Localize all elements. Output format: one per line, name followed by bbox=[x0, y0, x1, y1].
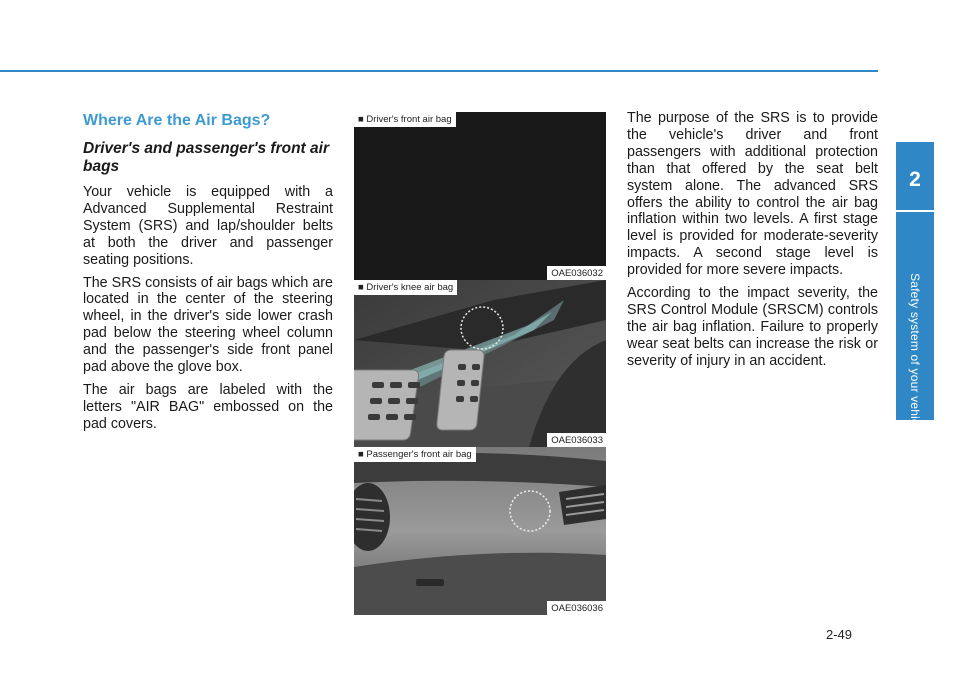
chapter-side-tab bbox=[896, 142, 934, 435]
figure-driver-knee-airbag bbox=[354, 280, 606, 447]
figure-code: OAE036036 bbox=[547, 601, 606, 615]
left-column bbox=[83, 112, 333, 439]
figure-code: OAE036032 bbox=[547, 266, 606, 280]
body-paragraph: Your vehicle is equipped with a Advanced Supplemental Restraint System (SRS) and lap/shoulder belts at both the driver and passenger seating positions. bbox=[83, 184, 333, 268]
section-heading: Where Are the Air Bags? bbox=[83, 112, 271, 129]
figure-driver-front-airbag bbox=[354, 112, 606, 280]
tab-divider bbox=[896, 210, 934, 212]
body-paragraph: According to the impact severity, the SRS Control Module (SRSCM) controls the air bag inflation. Failure to properly wear seat belts can increase the risk or severity of injury in an accident. bbox=[627, 285, 878, 369]
figure-passenger-front-airbag bbox=[354, 447, 606, 615]
pedals-photo bbox=[354, 280, 606, 447]
figure-caption: ■ Driver's front air bag bbox=[354, 112, 456, 127]
figure-code: OAE036033 bbox=[547, 433, 606, 447]
section-subheading: Driver's and passenger's front air bags bbox=[83, 140, 329, 175]
figure-caption: ■ Driver's knee air bag bbox=[354, 280, 457, 295]
figure-caption: ■ Passenger's front air bag bbox=[354, 447, 476, 462]
chapter-number: 2 bbox=[909, 168, 921, 191]
steering-wheel-photo bbox=[354, 112, 606, 280]
right-column bbox=[627, 110, 878, 376]
dashboard-photo bbox=[354, 447, 606, 615]
body-paragraph: The SRS consists of air bags which are located in the center of the steering wheel, in the driver's side lower crash pad below the steering wheel column and the passenger's side front panel pad above the glove box. bbox=[83, 274, 333, 376]
header-rule bbox=[0, 70, 878, 72]
page-number: 2-49 bbox=[826, 627, 853, 642]
body-paragraph: The air bags are labeled with the letters "AIR BAG" embossed on the pad covers. bbox=[83, 381, 333, 432]
chapter-title: Safety system of your vehicle bbox=[908, 273, 922, 435]
body-paragraph: The purpose of the SRS is to provide the vehicle's driver and front passengers with additional protection than that offered by the seat belt system alone. The advanced SRS offers the ability to control the air bag inflation within two levels. A first stage level is provided for moderate-severity impacts. A second stage level is provided for more severe impacts. bbox=[627, 110, 878, 279]
